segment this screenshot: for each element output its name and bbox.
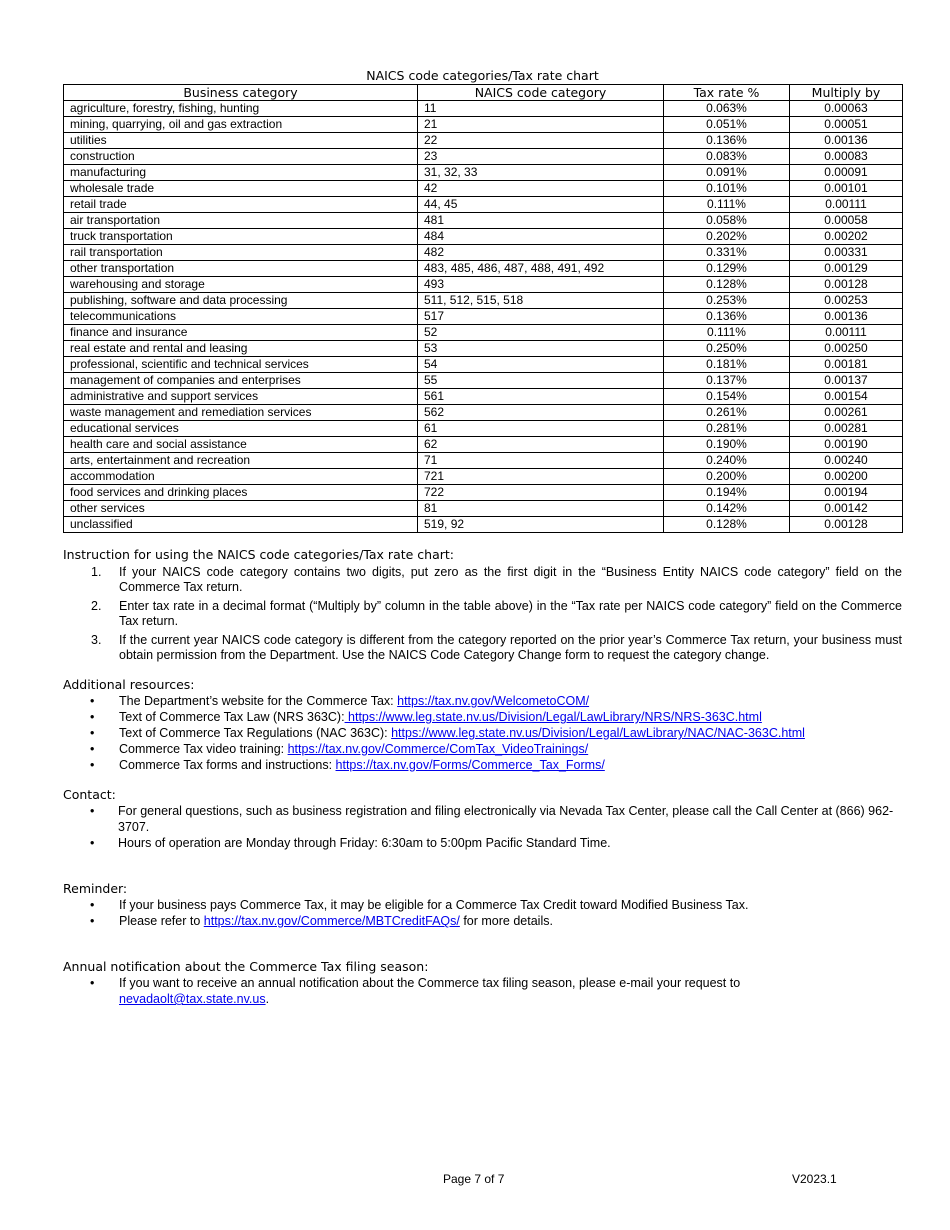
table-row: [64, 421, 903, 437]
instruction-item: [63, 599, 902, 629]
business-category-cell: health care and social assistance: [64, 437, 418, 453]
video-training-link[interactable]: https://tax.nv.gov/Commerce/ComTax_VideoTrainings/: [287, 742, 589, 756]
tax-rate-cell: 0.190%: [664, 437, 790, 453]
business-category-cell: agriculture, forestry, fishing, hunting: [64, 101, 418, 117]
commerce-tax-website-link[interactable]: https://tax.nv.gov/WelcometoCOM/: [397, 694, 590, 708]
table-row: [64, 149, 903, 165]
table-row: [64, 213, 903, 229]
instruction-number: 2.: [91, 599, 102, 613]
business-category-cell: warehousing and storage: [64, 277, 418, 293]
multiply-by-cell: 0.00200: [790, 469, 903, 485]
resource-text: The Department’s website for the Commerce Tax:: [119, 694, 398, 708]
tax-rate-cell: 0.200%: [664, 469, 790, 485]
table-row: [64, 405, 903, 421]
table-row: [64, 117, 903, 133]
reminder-text: If your business pays Commerce Tax, it may be eligible for a Commerce Tax Credit toward Modified Business Tax.: [119, 898, 749, 912]
business-category-cell: retail trade: [64, 197, 418, 213]
reminder-heading: Reminder:: [63, 881, 128, 896]
naics-code-cell: 493: [418, 277, 664, 293]
annual-notification-period: .: [265, 992, 270, 1006]
multiply-by-cell: 0.00331: [790, 245, 903, 261]
tax-rate-cell: 0.128%: [664, 517, 790, 533]
tax-rate-cell: 0.111%: [664, 325, 790, 341]
business-category-cell: wholesale trade: [64, 181, 418, 197]
bullet-icon: •: [90, 726, 95, 740]
naics-code-cell: 21: [418, 117, 664, 133]
business-category-cell: air transportation: [64, 213, 418, 229]
forms-instructions-link[interactable]: https://tax.nv.gov/Forms/Commerce_Tax_Forms/: [335, 758, 605, 772]
tax-rate-cell: 0.194%: [664, 485, 790, 501]
bullet-icon: •: [90, 914, 95, 928]
table-row: [64, 277, 903, 293]
naics-code-cell: 71: [418, 453, 664, 469]
tax-rate-cell: 0.253%: [664, 293, 790, 309]
multiply-by-cell: 0.00142: [790, 501, 903, 517]
tax-rate-cell: 0.063%: [664, 101, 790, 117]
tax-rate-cell: 0.142%: [664, 501, 790, 517]
version-label: V2023.1: [792, 1172, 837, 1186]
multiply-by-cell: 0.00261: [790, 405, 903, 421]
multiply-by-cell: 0.00051: [790, 117, 903, 133]
resources-heading: Additional resources:: [63, 677, 195, 692]
tax-rate-cell: 0.128%: [664, 277, 790, 293]
business-category-cell: construction: [64, 149, 418, 165]
business-category-cell: unclassified: [64, 517, 418, 533]
contact-item: [63, 803, 902, 835]
instruction-text: Enter tax rate in a decimal format (“Multiply by” column in the table above) in the “Tax rate per NAICS code category” field on the Commerce Tax return.: [119, 599, 902, 628]
tax-rate-cell: 0.129%: [664, 261, 790, 277]
tax-rate-cell: 0.091%: [664, 165, 790, 181]
table-row: [64, 197, 903, 213]
table-row: [64, 309, 903, 325]
naics-code-cell: 55: [418, 373, 664, 389]
resource-text: Commerce Tax forms and instructions:: [119, 758, 336, 772]
naics-code-cell: 482: [418, 245, 664, 261]
multiply-by-cell: 0.00128: [790, 277, 903, 293]
instruction-number: 3.: [91, 633, 102, 647]
naics-tax-rate-table: [63, 84, 903, 533]
table-row: [64, 229, 903, 245]
tax-rate-cell: 0.281%: [664, 421, 790, 437]
naics-code-cell: 722: [418, 485, 664, 501]
multiply-by-cell: 0.00202: [790, 229, 903, 245]
table-header-row: [64, 85, 903, 101]
tax-rate-cell: 0.137%: [664, 373, 790, 389]
naics-code-cell: 721: [418, 469, 664, 485]
resource-item: [63, 709, 902, 725]
naics-code-cell: 511, 512, 515, 518: [418, 293, 664, 309]
table-row: [64, 357, 903, 373]
tax-rate-cell: 0.154%: [664, 389, 790, 405]
table-row: [64, 485, 903, 501]
multiply-by-cell: 0.00240: [790, 453, 903, 469]
naics-code-cell: 54: [418, 357, 664, 373]
business-category-cell: administrative and support services: [64, 389, 418, 405]
business-category-cell: accommodation: [64, 469, 418, 485]
tax-rate-cell: 0.261%: [664, 405, 790, 421]
naics-code-cell: 61: [418, 421, 664, 437]
contact-text: Hours of operation are Monday through Friday: 6:30am to 5:00pm Pacific Standard Time.: [118, 836, 611, 850]
contact-item: [63, 835, 902, 851]
business-category-cell: other services: [64, 501, 418, 517]
table-row: [64, 373, 903, 389]
resource-item: [63, 741, 902, 757]
annual-notification-list: [63, 975, 902, 1007]
bullet-icon: •: [90, 804, 95, 818]
instruction-item: [63, 565, 902, 595]
resource-text: Commerce Tax video training:: [119, 742, 288, 756]
multiply-by-cell: 0.00181: [790, 357, 903, 373]
table-row: [64, 261, 903, 277]
nrs-363c-link[interactable]: https://www.leg.state.nv.us/Division/Legal/LawLibrary/NRS/NRS-363C.html: [344, 710, 762, 724]
table-row: [64, 101, 903, 117]
header-naics-code-category: NAICS code category: [418, 85, 664, 101]
business-category-cell: manufacturing: [64, 165, 418, 181]
tax-rate-cell: 0.101%: [664, 181, 790, 197]
multiply-by-cell: 0.00253: [790, 293, 903, 309]
naics-code-cell: 11: [418, 101, 664, 117]
tax-rate-cell: 0.136%: [664, 133, 790, 149]
nac-363c-link[interactable]: https://www.leg.state.nv.us/Division/Legal/LawLibrary/NAC/NAC-363C.html: [391, 726, 805, 740]
business-category-cell: finance and insurance: [64, 325, 418, 341]
multiply-by-cell: 0.00101: [790, 181, 903, 197]
resource-text: Text of Commerce Tax Regulations (NAC 363C):: [119, 726, 392, 740]
multiply-by-cell: 0.00111: [790, 197, 903, 213]
instruction-number: 1.: [91, 565, 102, 579]
bullet-icon: •: [90, 976, 95, 990]
business-category-cell: other transportation: [64, 261, 418, 277]
multiply-by-cell: 0.00136: [790, 133, 903, 149]
bullet-icon: •: [90, 742, 95, 756]
bullet-icon: •: [90, 710, 95, 724]
business-category-cell: waste management and remediation services: [64, 405, 418, 421]
naics-code-cell: 44, 45: [418, 197, 664, 213]
document-page: [63, 68, 902, 1007]
annual-notification-heading: Annual notification about the Commerce Tax filing season:: [63, 959, 429, 974]
bullet-icon: •: [90, 836, 95, 850]
reminder-text-after: for more details.: [459, 914, 553, 928]
tax-rate-cell: 0.250%: [664, 341, 790, 357]
naics-code-cell: 517: [418, 309, 664, 325]
naics-code-cell: 23: [418, 149, 664, 165]
instruction-text: If the current year NAICS code category is different from the category reported on the prior year’s Commerce Tax return, your business must obtain permission from the Department. Use the NAICS Code Category Change form to request the category change.: [119, 633, 902, 662]
resource-item: [63, 693, 902, 709]
multiply-by-cell: 0.00250: [790, 341, 903, 357]
table-row: [64, 469, 903, 485]
business-category-cell: mining, quarrying, oil and gas extraction: [64, 117, 418, 133]
multiply-by-cell: 0.00281: [790, 421, 903, 437]
multiply-by-cell: 0.00111: [790, 325, 903, 341]
tax-rate-cell: 0.240%: [664, 453, 790, 469]
multiply-by-cell: 0.00154: [790, 389, 903, 405]
business-category-cell: educational services: [64, 421, 418, 437]
multiply-by-cell: 0.00190: [790, 437, 903, 453]
multiply-by-cell: 0.00083: [790, 149, 903, 165]
business-category-cell: rail transportation: [64, 245, 418, 261]
table-row: [64, 517, 903, 533]
naics-code-cell: 42: [418, 181, 664, 197]
multiply-by-cell: 0.00058: [790, 213, 903, 229]
business-category-cell: real estate and rental and leasing: [64, 341, 418, 357]
table-row: [64, 341, 903, 357]
resource-item: [63, 757, 902, 773]
naics-code-cell: 483, 485, 486, 487, 488, 491, 492: [418, 261, 664, 277]
table-row: [64, 165, 903, 181]
naics-code-cell: 481: [418, 213, 664, 229]
header-multiply-by: Multiply by: [790, 85, 903, 101]
email-link[interactable]: nevadaolt@tax.state.nv.us: [119, 992, 266, 1006]
annual-notification-item: [63, 975, 902, 1007]
contact-list: [63, 803, 902, 851]
table-row: [64, 453, 903, 469]
resource-item: [63, 725, 902, 741]
tax-rate-cell: 0.051%: [664, 117, 790, 133]
multiply-by-cell: 0.00128: [790, 517, 903, 533]
instructions-heading: Instruction for using the NAICS code categories/Tax rate chart:: [63, 547, 455, 562]
table-row: [64, 501, 903, 517]
resource-text: Text of Commerce Tax Law (NRS 363C):: [119, 710, 345, 724]
bullet-icon: •: [90, 758, 95, 772]
annual-notification-text: If you want to receive an annual notification about the Commerce tax filing season, please e-mail your request to: [119, 976, 741, 990]
contact-text: For general questions, such as business registration and filing electronically via Nevada Tax Center, please call the Call Center at (866) 962-3707.: [118, 804, 894, 834]
business-category-cell: food services and drinking places: [64, 485, 418, 501]
table-row: [64, 437, 903, 453]
naics-code-cell: 53: [418, 341, 664, 357]
naics-code-cell: 31, 32, 33: [418, 165, 664, 181]
multiply-by-cell: 0.00194: [790, 485, 903, 501]
mbt-credit-faqs-link[interactable]: https://tax.nv.gov/Commerce/MBTCreditFAQs/: [203, 914, 460, 928]
table-row: [64, 245, 903, 261]
business-category-cell: truck transportation: [64, 229, 418, 245]
tax-rate-cell: 0.181%: [664, 357, 790, 373]
naics-code-cell: 562: [418, 405, 664, 421]
instruction-text: If your NAICS code category contains two digits, put zero as the first digit in the “Business Entity NAICS code category” field on the Commerce Tax return.: [119, 565, 902, 594]
naics-code-cell: 52: [418, 325, 664, 341]
table-body: [64, 101, 903, 533]
tax-rate-cell: 0.083%: [664, 149, 790, 165]
naics-code-cell: 561: [418, 389, 664, 405]
naics-code-cell: 22: [418, 133, 664, 149]
naics-code-cell: 519, 92: [418, 517, 664, 533]
instructions-list: [63, 565, 902, 663]
table-row: [64, 293, 903, 309]
header-tax-rate: Tax rate %: [664, 85, 790, 101]
bullet-icon: •: [90, 898, 95, 912]
bullet-icon: •: [90, 694, 95, 708]
resources-list: [63, 693, 902, 773]
business-category-cell: professional, scientific and technical services: [64, 357, 418, 373]
multiply-by-cell: 0.00137: [790, 373, 903, 389]
reminder-item: [63, 897, 902, 913]
table-row: [64, 133, 903, 149]
multiply-by-cell: 0.00136: [790, 309, 903, 325]
tax-rate-cell: 0.111%: [664, 197, 790, 213]
multiply-by-cell: 0.00129: [790, 261, 903, 277]
naics-code-cell: 62: [418, 437, 664, 453]
instruction-item: [63, 633, 902, 663]
naics-code-cell: 484: [418, 229, 664, 245]
business-category-cell: utilities: [64, 133, 418, 149]
header-business-category: Business category: [64, 85, 418, 101]
table-row: [64, 181, 903, 197]
business-category-cell: publishing, software and data processing: [64, 293, 418, 309]
tax-rate-cell: 0.058%: [664, 213, 790, 229]
business-category-cell: telecommunications: [64, 309, 418, 325]
table-title: NAICS code categories/Tax rate chart: [366, 68, 599, 83]
multiply-by-cell: 0.00063: [790, 101, 903, 117]
tax-rate-cell: 0.331%: [664, 245, 790, 261]
reminder-list: [63, 897, 902, 929]
table-row: [64, 389, 903, 405]
tax-rate-cell: 0.202%: [664, 229, 790, 245]
contact-heading: Contact:: [63, 787, 116, 802]
tax-rate-cell: 0.136%: [664, 309, 790, 325]
table-row: [64, 325, 903, 341]
naics-code-cell: 81: [418, 501, 664, 517]
multiply-by-cell: 0.00091: [790, 165, 903, 181]
page-number: Page 7 of 7: [443, 1172, 505, 1186]
business-category-cell: management of companies and enterprises: [64, 373, 418, 389]
reminder-text-before: Please refer to: [119, 914, 204, 928]
business-category-cell: arts, entertainment and recreation: [64, 453, 418, 469]
reminder-item: [63, 913, 902, 929]
